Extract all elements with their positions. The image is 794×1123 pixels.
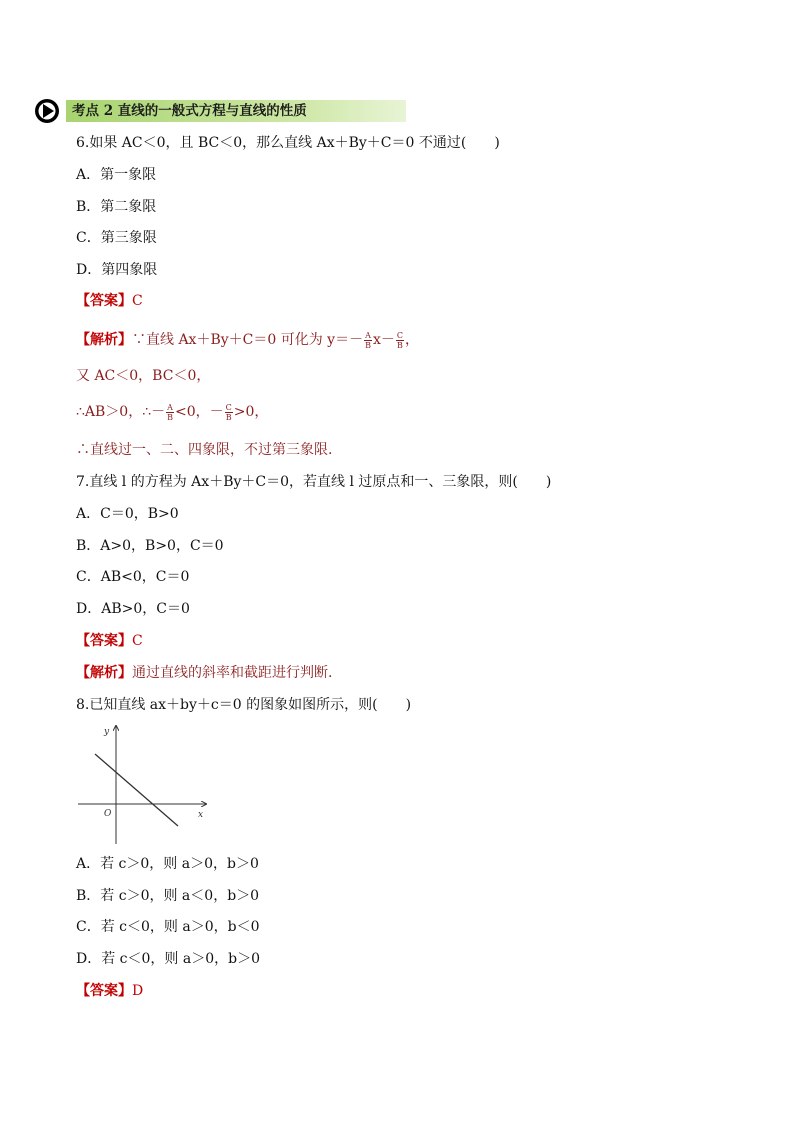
answer-label: 【答案】 <box>76 633 132 649</box>
q7-option-b: B．A>0，B>0，C＝0 <box>76 538 224 554</box>
q8-stem: 8.已知直线 ax＋by＋c＝0 的图象如图所示，则( ) <box>76 697 412 713</box>
answer-label: 【答案】 <box>76 293 132 309</box>
fraction-numerator: C <box>225 402 232 412</box>
q6-analysis-line1 <box>76 330 419 350</box>
y-axis-label: y <box>104 727 110 737</box>
line-graph-figure <box>76 722 216 846</box>
x-axis-label: x <box>198 810 204 820</box>
fraction-numerator: A <box>167 402 173 412</box>
answer-label: 【答案】 <box>76 983 132 999</box>
analysis-text: >0， <box>233 404 269 420</box>
section-header <box>34 98 394 124</box>
fraction <box>166 403 174 422</box>
q7-option-c: C．AB<0，C＝0 <box>76 569 190 585</box>
q6-analysis-line4: ∴直线过一、二、四象限，不过第三象限. <box>76 442 333 458</box>
play-arrow-icon <box>34 98 60 124</box>
analysis-text: ∵直线 Ax＋By＋C＝0 可化为 y＝－ <box>132 332 364 348</box>
q8-option-a: A．若 c＞0，则 a＞0，b＞0 <box>76 856 259 872</box>
analysis-text: x－ <box>372 332 395 348</box>
q7-answer <box>76 631 143 651</box>
q6-option-a: A．第一象限 <box>76 167 157 183</box>
q6-analysis-line3 <box>76 402 268 422</box>
fraction <box>225 403 233 422</box>
fraction-numerator: A <box>365 330 371 340</box>
q7-analysis <box>76 663 332 683</box>
fraction <box>364 331 372 350</box>
answer-value: C <box>132 293 143 309</box>
q7-stem: 7.直线 l 的方程为 Ax＋By＋C＝0，若直线 l 过原点和一、三象限，则( ) <box>76 474 552 490</box>
fraction-denominator: B <box>225 412 232 422</box>
fraction-denominator: B <box>365 340 371 350</box>
fraction-numerator: C <box>396 330 404 340</box>
analysis-label: 【解析】 <box>76 332 132 348</box>
q6-stem: 6.如果 AC＜0，且 BC＜0，那么直线 Ax＋By＋C＝0 不通过( ) <box>76 135 500 151</box>
q6-analysis-line2: 又 AC＜0，BC＜0， <box>76 368 211 384</box>
q6-option-d: D．第四象限 <box>76 262 158 278</box>
q8-option-b: B．若 c＞0，则 a＜0，b＞0 <box>76 888 260 904</box>
q6-option-b: B．第二象限 <box>76 199 157 215</box>
q8-option-c: C．若 c＜0，则 a＞0，b＜0 <box>76 919 260 935</box>
analysis-text: 通过直线的斜率和截距进行判断. <box>132 665 333 681</box>
analysis-text: ∴AB＞0，∴－ <box>76 404 166 420</box>
q8-option-d: D．若 c＜0，则 a＞0，b＞0 <box>76 951 260 967</box>
section-title: 考点 2 直线的一般式方程与直线的性质 <box>66 100 406 122</box>
q7-option-d: D．AB>0，C＝0 <box>76 601 190 617</box>
answer-value: C <box>132 633 143 649</box>
origin-label: O <box>104 809 112 819</box>
analysis-text: <0，－ <box>175 404 224 420</box>
analysis-text: ， <box>405 332 420 348</box>
answer-value: D <box>132 983 144 999</box>
fraction-denominator: B <box>167 412 174 422</box>
fraction-denominator: B <box>397 340 403 350</box>
q6-option-c: C．第三象限 <box>76 230 157 246</box>
q7-option-a: A．C＝0，B>0 <box>76 506 179 522</box>
analysis-label: 【解析】 <box>76 665 132 681</box>
fraction <box>396 331 404 350</box>
q6-answer <box>76 291 143 311</box>
q8-answer <box>76 981 143 1001</box>
